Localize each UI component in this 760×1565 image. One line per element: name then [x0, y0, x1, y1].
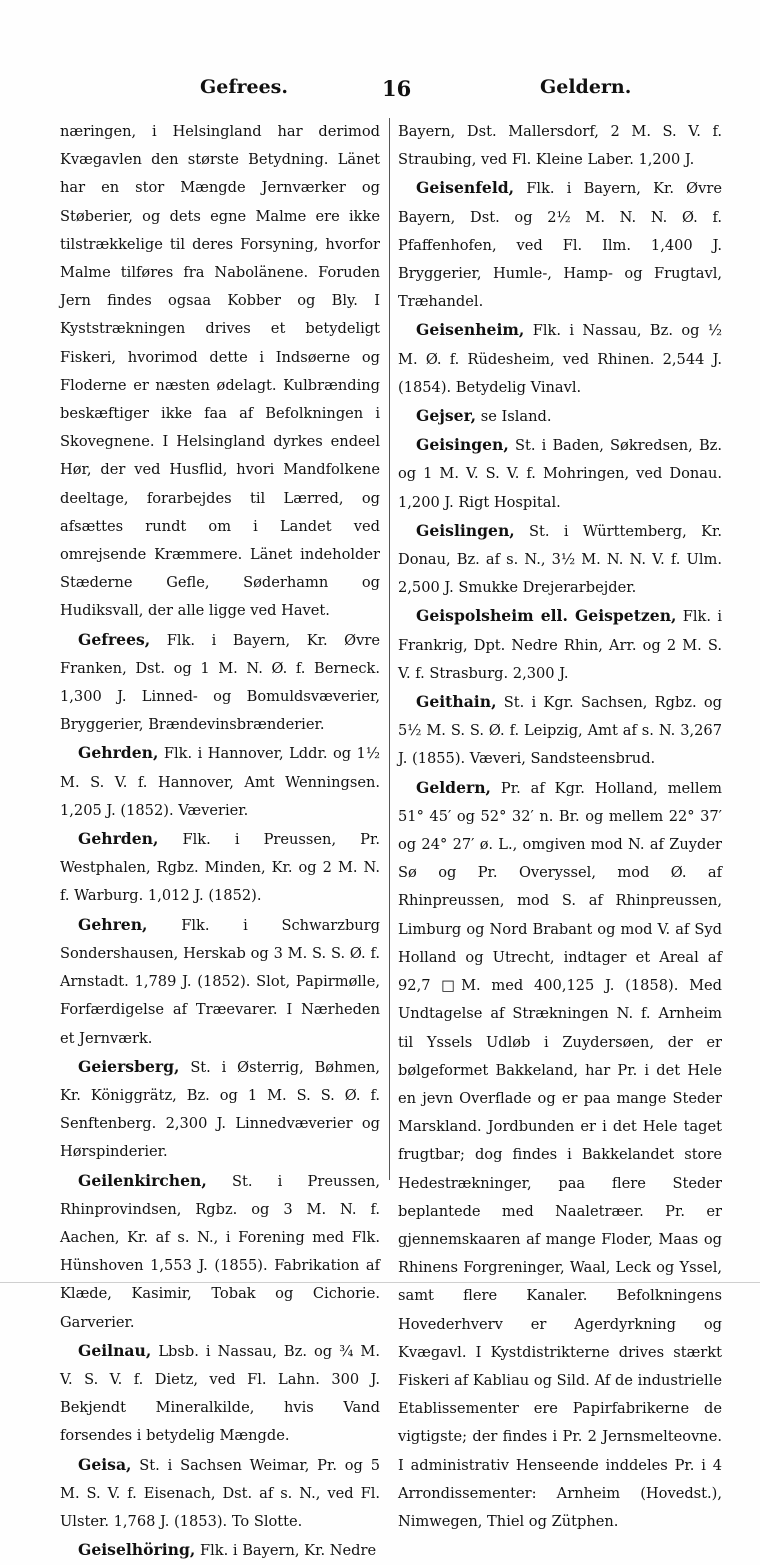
- entry-headword: Geldern,: [416, 777, 491, 797]
- entry-text: St. i Sachsen Weimar, Pr. og 5 M. S. V. f. Eisenach, Dst. af s. N., ved Fl. Ulster. 1,768 J. (1853). To Slotte.: [60, 1456, 380, 1530]
- entry-headword: Geilenkirchen,: [78, 1170, 207, 1190]
- entry-gehrden-hannover: [60, 739, 380, 825]
- entry-text: Flk. i Bayern, Kr. Nedre: [199, 1542, 377, 1560]
- entry-geisenfeld: [398, 174, 722, 316]
- entry-gefrees: [60, 626, 380, 740]
- page-header: [0, 76, 760, 106]
- entry-text: St. i Kgr. Sachsen, Rgbz. og 5½ M. S. S. Ø. f. Leipzig, Amt af s. N. 3,267 J. (1855). Væveri, Sandsteensbrud.: [398, 694, 723, 768]
- entry-geislingen: [398, 517, 722, 603]
- left-column: [60, 118, 381, 1560]
- entry-text: Bayern, Dst. Mallersdorf, 2 M. S. V. f. Straubing, ved Fl. Kleine Laber. 1,200 J.: [398, 123, 722, 169]
- entry-geldern: [398, 774, 722, 1536]
- entry-headword: Geilnau,: [78, 1340, 152, 1360]
- entry-text: St. i Baden, Søkredsen, Bz. og 1 M. V. S. V. f. Mohringen, ved Donau. 1,200 J. Rigt Hospital.: [398, 437, 723, 511]
- entry-text: St. i Württemberg, Kr. Donau, Bz. af s. N., 3½ M. N. N. V. f. Ulm. 2,500 J. Smukke Drejerarbejder.: [398, 522, 722, 597]
- entry-headword: Gehren,: [78, 914, 148, 934]
- entry-headword: Geiselhöring,: [78, 1540, 196, 1560]
- entry-text: Flk. i Preussen, Pr. Westphalen, Rgbz. Minden, Kr. og 2 M. N. f. Warburg. 1,012 J. (1852).: [60, 831, 380, 905]
- entry-continuation: [60, 118, 380, 626]
- entry-headword: Geisenheim,: [416, 320, 525, 340]
- entry-gehrden-preussen: [60, 825, 380, 911]
- entry-gehren: [60, 911, 380, 1053]
- entry-headword: Geithain,: [416, 692, 497, 712]
- entry-headword: Geisa,: [78, 1454, 132, 1474]
- entry-headword: Geisenfeld,: [416, 178, 515, 198]
- entry-text: se Island.: [480, 408, 552, 426]
- entry-headword: Geisingen,: [416, 435, 509, 455]
- entry-geisa: [60, 1451, 380, 1537]
- entry-headword: Gefrees,: [78, 629, 151, 649]
- running-head-left: Gefrees.: [200, 76, 288, 98]
- entry-text: Flk. i Nassau, Bz. og ½ M. Ø. f. Rüdesheim, ved Rhinen. 2,544 J. (1854). Betydelig Vinavl.: [398, 322, 722, 396]
- page-number: 16: [382, 76, 412, 101]
- entry-text: Flk. i Hannover, Lddr. og 1½ M. S. V. f. Hannover, Amt Wenningsen. 1,205 J. (1852). Væverier.: [60, 745, 380, 819]
- entry-text: Pr. af Kgr. Holland, mellem 51° 45′ og 52° 32′ n. Br. og mellem 22° 37′ og 24° 27′ ø. L., omgiven mod N. af Zuyder Sø og Pr. Overyssel, mod Ø. af Rhinpreussen, mod S. af Rhinpreussen, Limburg og Nord Brabant og mod V. af Syd Holland og Utrecht, indtager et Areal af 92,7 □M. med 400,125 J. (1858). Med Undtagelse af Strækningen N. f. Arnheim til Yssels Udløb i Zuydersøen, der er bølgeformet Bakkeland, har Pr. i det Hele en jevn Overflade og er paa mange Steder Marskland. Jordbunden er i det Hele taget frugtbar; dog findes i Bakkelandet store Hedestrækninger, paa flere Steder beplantede med Naaletræer. Pr. er gjennemskaaren af mange Floder, Maas og Rhinens Forgreninger, Waal, Leck og Yssel, samt flere Kanaler. Befolkningens Hovederhverv er Agerdyrkning og Kvægavl. I Kystdistrikterne drives stærkt Fiskeri af Kabliau og Sild. Af de industrielle Etablissementer ere Papirfabrikerne de vigtigste; der findes i Pr. 2 Jernsmelteovne. I administrativ Henseende inddeles Pr. i 4 Arrondissementer: Arnheim (Hovedst.), Nimwegen, Thiel og Zütphen.: [398, 779, 722, 1530]
- entry-geisenheim: [398, 316, 722, 402]
- entry-geiselhoering: [60, 1536, 380, 1565]
- entry-geilnau: [60, 1337, 380, 1451]
- entry-geisingen: [398, 431, 722, 517]
- entry-text: Flk. i Bayern, Kr. Øvre Franken, Dst. og 1 M. N. Ø. f. Berneck. 1,300 J. Linned- og Bomuldsvæverier, Bryggerier, Brændevinsbrænderier.: [60, 631, 380, 734]
- page-bottom-edge: [0, 1282, 760, 1283]
- entry-headword: Gehrden,: [78, 829, 159, 849]
- entry-headword: Geislingen,: [416, 520, 515, 540]
- entry-continuation: [398, 118, 722, 174]
- entry-geiersberg: [60, 1053, 380, 1167]
- entry-text: næringen, i Helsingland har derimod Kvægavlen den største Betydning. Länet har en stor Mængde Jernværker og Støberier, og dets egne Malme ere ikke tilstrækkelige til deres Forsyning, hvorfor Malme tilføres fra Nabolänene. Foruden Jern findes ogsaa Kobber og Bly. I Kyststrækningen drives et betydeligt Fiskeri, hvorimod dette i Indsøerne og Floderne er næsten ødelagt. Kulbrænding beskæftiger ikke faa af Befolkningen i Skovegnene. I Helsingland dyrkes endeel Hør, der ved Husflid, hvori Mandfolkene deeltage, forarbejdes til Lærred, og afsættes rundt om i Landet ved omrejsende Kræmmere. Länet indeholder Stæderne Gefle, Søderhamn og Hudiksvall, der alle ligge ved Havet.: [60, 123, 380, 620]
- entry-geilenkirchen: [60, 1167, 380, 1337]
- entry-headword: Geispolsheim ell. Geispetzen,: [416, 606, 677, 626]
- entry-gejser: [398, 402, 722, 431]
- entry-headword: Gejser,: [416, 406, 477, 426]
- entry-headword: Geiersberg,: [78, 1056, 180, 1076]
- column-divider: [389, 118, 390, 1180]
- entry-text: St. i Preussen, Rhinprovindsen, Rgbz. og 3 M. N. f. Aachen, Kr. af s. N., i Forening med Flk. Hünshoven 1,553 J. (1855). Fabrikation af Klæde, Kasimir, Tobak og Cichorie. Garverier.: [60, 1172, 381, 1331]
- entry-geispolsheim: [398, 602, 722, 688]
- entry-text: Flk. i Bayern, Kr. Øvre Bayern, Dst. og 2½ M. N. N. Ø. f. Pfaffenhofen, ved Fl. Ilm. 1,400 J. Bryggerier, Humle-, Hamp- og Frugtavl, Træhandel.: [398, 180, 722, 311]
- entry-text: Flk. i Frankrig, Dpt. Nedre Rhin, Arr. og 2 M. S. V. f. Strasburg. 2,300 J.: [398, 608, 722, 682]
- entry-headword: Gehrden,: [78, 743, 159, 763]
- entry-text: Flk. i Schwarzburg Sondershausen, Herskab og 3 M. S. S. Ø. f. Arnstadt. 1,789 J. (1852). Slot, Papirmølle, Forfærdigelse af Træevarer. I Nærheden et Jernværk.: [60, 916, 380, 1047]
- entry-text: St. i Østerrig, Bøhmen, Kr. Königgrätz, Bz. og 1 M. S. S. Ø. f. Senftenberg. 2,300 J. Linnedvæverier og Hørspinderier.: [60, 1058, 380, 1161]
- entry-geithain: [398, 688, 722, 774]
- entry-text: Lbsb. i Nassau, Bz. og ¾ M. V. S. V. f. Dietz, ved Fl. Lahn. 300 J. Bekjendt Mineralkilde, hvis Vand forsendes i betydelig Mængde.: [60, 1342, 380, 1445]
- running-head-right: Geldern.: [540, 76, 632, 98]
- right-column: [398, 118, 723, 1530]
